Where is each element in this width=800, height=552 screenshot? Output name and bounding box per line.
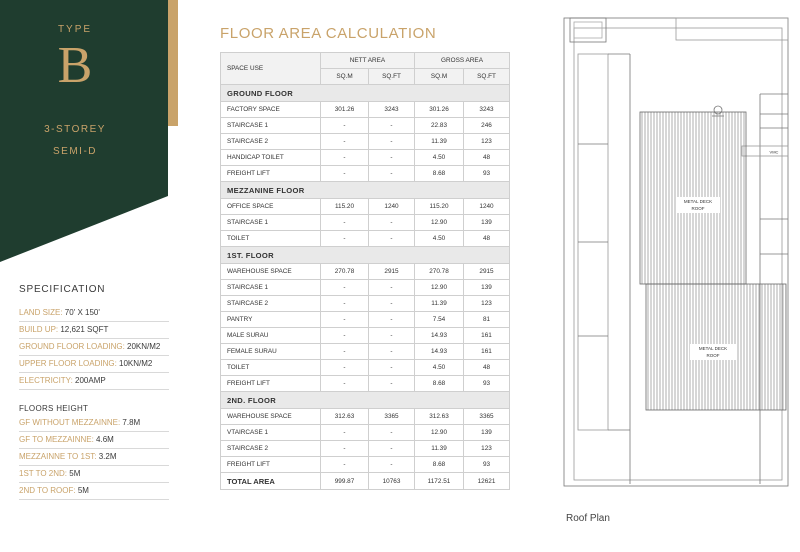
area-cell: 12.90: [415, 425, 464, 441]
area-cell: 3365: [369, 409, 415, 425]
storey-label: 3-STOREY: [44, 124, 106, 135]
area-cell: 115.20: [415, 199, 464, 215]
area-cell: -: [321, 425, 369, 441]
area-cell: 8.68: [415, 457, 464, 473]
vmc-label: VMC: [769, 149, 779, 155]
table-row: [221, 264, 510, 280]
area-cell: -: [321, 441, 369, 457]
space-use-cell: FACTORY SPACE: [221, 102, 321, 118]
area-cell: -: [369, 166, 415, 182]
space-use-cell: STAIRCASE 1: [221, 215, 321, 231]
table-row: [221, 425, 510, 441]
spec-row: [19, 373, 169, 390]
area-cell: 246: [464, 118, 510, 134]
space-use-cell: STAIRCASE 2: [221, 134, 321, 150]
table-row: [221, 166, 510, 182]
area-cell: 115.20: [321, 199, 369, 215]
area-cell: 12.90: [415, 215, 464, 231]
nett-sqm-header: SQ.M: [321, 69, 369, 85]
table-row: [221, 150, 510, 166]
space-use-header: SPACE USE: [221, 53, 321, 85]
specification-block: [19, 284, 169, 390]
space-use-cell: STAIRCASE 2: [221, 441, 321, 457]
deck-upper-label-1: METAL DECK: [683, 199, 713, 204]
spec-value: 10KN/M2: [116, 359, 153, 368]
table-row: [221, 280, 510, 296]
area-cell: 301.26: [415, 102, 464, 118]
area-cell: 161: [464, 344, 510, 360]
area-cell: 1240: [464, 199, 510, 215]
space-use-cell: PANTRY: [221, 312, 321, 328]
area-cell: -: [321, 150, 369, 166]
area-cell: 3243: [369, 102, 415, 118]
spec-value: 20KN/M2: [124, 342, 161, 351]
area-cell: -: [369, 376, 415, 392]
total-row: [221, 473, 510, 490]
section-title: 2ND. FLOOR: [221, 392, 510, 409]
area-cell: -: [321, 231, 369, 247]
total-value: 1172.51: [415, 473, 464, 490]
space-use-cell: FREIGHT LIFT: [221, 457, 321, 473]
area-cell: -: [369, 312, 415, 328]
spec-row: [19, 356, 169, 373]
space-use-cell: WAREHOUSE SPACE: [221, 409, 321, 425]
area-cell: -: [321, 344, 369, 360]
gross-sqft-header: SQ.FT: [464, 69, 510, 85]
area-cell: 2915: [369, 264, 415, 280]
table-row: [221, 441, 510, 457]
area-cell: 48: [464, 150, 510, 166]
table-row: [221, 344, 510, 360]
area-cell: -: [369, 280, 415, 296]
space-use-cell: STAIRCASE 1: [221, 280, 321, 296]
area-cell: 312.63: [321, 409, 369, 425]
area-cell: 4.50: [415, 360, 464, 376]
area-cell: -: [369, 344, 415, 360]
table-row: [221, 376, 510, 392]
table-row: [221, 409, 510, 425]
table-row: [221, 457, 510, 473]
space-use-cell: STAIRCASE 1: [221, 118, 321, 134]
specification-heading: SPECIFICATION: [19, 284, 106, 295]
height-row: [19, 466, 169, 483]
space-use-cell: MALE SURAU: [221, 328, 321, 344]
nett-sqft-header: SQ.FT: [369, 69, 415, 85]
area-cell: 12.90: [415, 280, 464, 296]
area-cell: -: [321, 312, 369, 328]
height-key: 2ND TO ROOF:: [19, 486, 76, 495]
space-use-cell: OFFICE SPACE: [221, 199, 321, 215]
area-cell: -: [369, 150, 415, 166]
area-cell: 14.93: [415, 328, 464, 344]
area-cell: 93: [464, 457, 510, 473]
height-row: [19, 432, 169, 449]
area-cell: 1240: [369, 199, 415, 215]
area-cell: 4.50: [415, 231, 464, 247]
plan-top-right-box: [676, 18, 788, 40]
table-row: [221, 328, 510, 344]
table-row: [221, 296, 510, 312]
height-value: 5M: [67, 469, 81, 478]
table-title: FLOOR AREA CALCULATION: [220, 25, 437, 42]
nett-area-header: NETT AREA: [321, 53, 415, 69]
area-cell: 139: [464, 280, 510, 296]
area-cell: 3365: [464, 409, 510, 425]
space-use-cell: WAREHOUSE SPACE: [221, 264, 321, 280]
section-title: 1ST. FLOOR: [221, 247, 510, 264]
area-cell: -: [321, 457, 369, 473]
table-row: [221, 312, 510, 328]
area-cell: -: [369, 134, 415, 150]
spec-value: 200AMP: [72, 376, 106, 385]
table-row: [221, 231, 510, 247]
area-cell: -: [321, 376, 369, 392]
deck-lower-label-2: ROOF: [706, 353, 720, 358]
section-title: GROUND FLOOR: [221, 85, 510, 102]
area-cell: 270.78: [415, 264, 464, 280]
total-label: TOTAL AREA: [221, 473, 321, 490]
spec-value: 12,621 SQFT: [58, 325, 109, 334]
area-cell: -: [369, 118, 415, 134]
table-row: [221, 102, 510, 118]
space-use-cell: FREIGHT LIFT: [221, 166, 321, 182]
floors-height-block: [19, 404, 169, 500]
area-cell: -: [321, 296, 369, 312]
area-cell: 81: [464, 312, 510, 328]
spec-value: 70' X 150': [62, 308, 100, 317]
area-cell: 93: [464, 166, 510, 182]
section-row: [221, 85, 510, 102]
spec-row: [19, 339, 169, 356]
gross-area-header: GROSS AREA: [415, 53, 510, 69]
area-cell: 2915: [464, 264, 510, 280]
table-row: [221, 215, 510, 231]
area-cell: 123: [464, 296, 510, 312]
area-cell: 3243: [464, 102, 510, 118]
space-use-cell: STAIRCASE 2: [221, 296, 321, 312]
roof-plan-label: Roof Plan: [566, 513, 610, 524]
area-cell: 11.39: [415, 134, 464, 150]
height-key: MEZZAINNE TO 1ST:: [19, 452, 97, 461]
area-cell: -: [321, 280, 369, 296]
area-cell: 11.39: [415, 296, 464, 312]
height-value: 3.2M: [96, 452, 117, 461]
deck-lower-label-1: METAL DECK: [698, 346, 728, 351]
area-cell: 8.68: [415, 166, 464, 182]
type-letter: B: [57, 37, 93, 94]
area-cell: 22.83: [415, 118, 464, 134]
total-value: 10763: [369, 473, 415, 490]
area-cell: 93: [464, 376, 510, 392]
area-cell: -: [369, 360, 415, 376]
gross-sqm-header: SQ.M: [415, 69, 464, 85]
height-key: GF TO MEZZAINNE:: [19, 435, 94, 444]
space-use-cell: FEMALE SURAU: [221, 344, 321, 360]
total-value: 999.87: [321, 473, 369, 490]
table-row: [221, 134, 510, 150]
area-cell: 139: [464, 425, 510, 441]
roof-plan-drawing: [560, 14, 792, 510]
area-cell: 312.63: [415, 409, 464, 425]
type-panel: [0, 0, 178, 262]
table-row: [221, 199, 510, 215]
space-use-cell: VTAIRCASE 1: [221, 425, 321, 441]
spec-key: UPPER FLOOR LOADING:: [19, 359, 117, 368]
spec-key: GROUND FLOOR LOADING:: [19, 342, 125, 351]
area-cell: -: [321, 328, 369, 344]
area-cell: 7.54: [415, 312, 464, 328]
area-cell: -: [369, 425, 415, 441]
area-cell: 123: [464, 441, 510, 457]
area-cell: -: [369, 328, 415, 344]
height-key: GF WITHOUT MEZZAINNE:: [19, 418, 121, 427]
section-title: MEZZANINE FLOOR: [221, 182, 510, 199]
height-key: 1ST TO 2ND:: [19, 469, 68, 478]
floors-height-heading: FLOORS HEIGHT: [19, 404, 89, 413]
type-label: TYPE: [57, 24, 93, 35]
area-cell: -: [321, 166, 369, 182]
area-cell: -: [369, 441, 415, 457]
spec-key: BUILD UP:: [19, 325, 59, 334]
spec-row: [19, 322, 169, 339]
table-row: [221, 118, 510, 134]
area-cell: 4.50: [415, 150, 464, 166]
area-cell: 301.26: [321, 102, 369, 118]
space-use-cell: TOILET: [221, 231, 321, 247]
section-row: [221, 182, 510, 199]
area-cell: -: [369, 231, 415, 247]
height-row: [19, 449, 169, 466]
space-use-cell: HANDICAP TOILET: [221, 150, 321, 166]
space-use-cell: FREIGHT LIFT: [221, 376, 321, 392]
section-row: [221, 247, 510, 264]
space-use-cell: TOILET: [221, 360, 321, 376]
deck-upper-label-2: ROOF: [691, 206, 705, 211]
area-cell: -: [369, 296, 415, 312]
height-row: [19, 415, 169, 432]
floor-area-table: [220, 52, 510, 490]
spec-key: LAND SIZE:: [19, 308, 63, 317]
section-row: [221, 392, 510, 409]
area-cell: -: [321, 360, 369, 376]
height-row: [19, 483, 169, 500]
height-value: 5M: [75, 486, 89, 495]
height-value: 4.6M: [93, 435, 114, 444]
semi-d-label: SEMI-D: [53, 146, 97, 157]
area-cell: -: [369, 215, 415, 231]
table-row: [221, 360, 510, 376]
area-cell: -: [321, 134, 369, 150]
height-value: 7.8M: [120, 418, 141, 427]
area-cell: 123: [464, 134, 510, 150]
area-cell: -: [321, 118, 369, 134]
spec-key: ELECTRICITY:: [19, 376, 73, 385]
area-cell: 48: [464, 360, 510, 376]
total-value: 12621: [464, 473, 510, 490]
area-cell: 14.93: [415, 344, 464, 360]
spec-row: [19, 305, 169, 322]
area-cell: 8.68: [415, 376, 464, 392]
area-cell: 161: [464, 328, 510, 344]
area-cell: -: [369, 457, 415, 473]
area-cell: 139: [464, 215, 510, 231]
area-cell: 11.39: [415, 441, 464, 457]
area-cell: 270.78: [321, 264, 369, 280]
area-cell: -: [321, 215, 369, 231]
area-cell: 48: [464, 231, 510, 247]
